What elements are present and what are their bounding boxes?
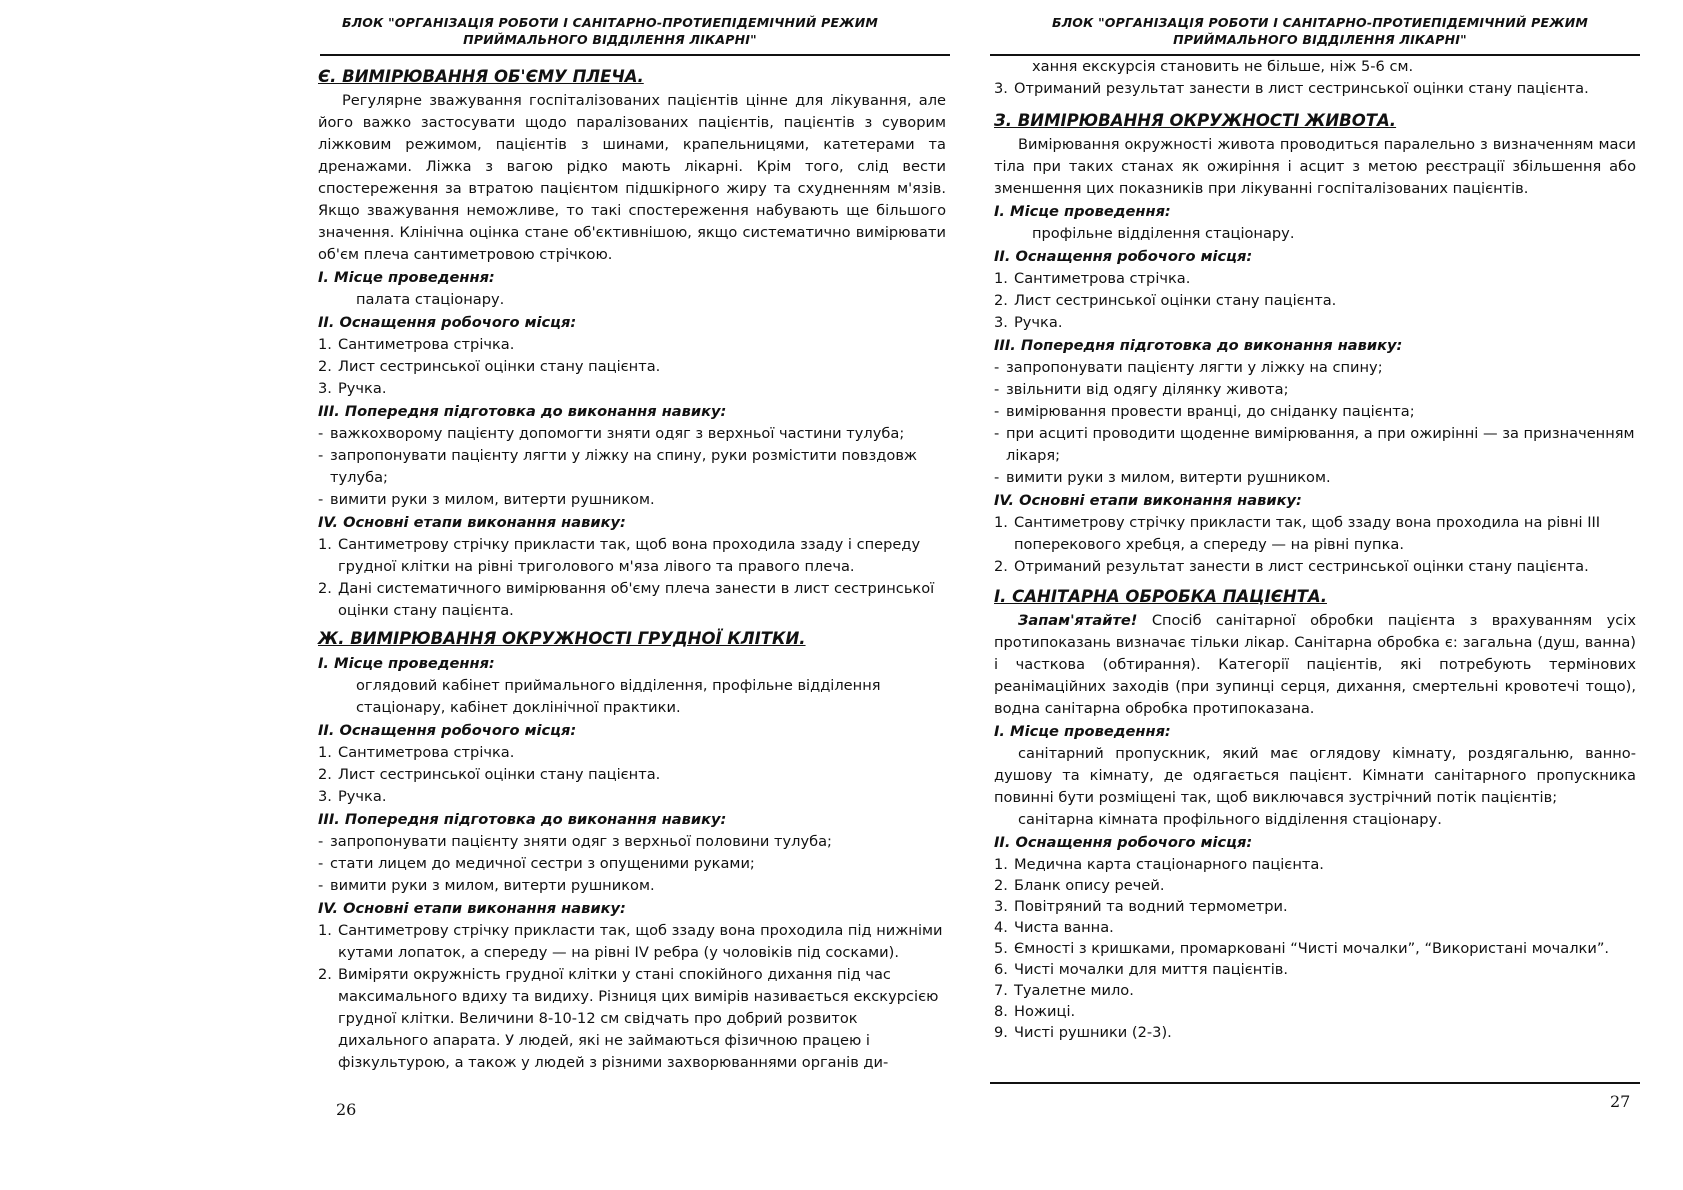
list-item: 2. Дані систематичного вимірювання об'єму плеча занести в лист сестринської оцінки стану пацієнта. [318, 580, 935, 619]
place-text: санітарний пропускник, який має оглядову кімнату, роздягальню, ванно-душову та кімнату, де одягається пацієнт. Кімнати санітарного пропускника повинні бути розміщені так, щоб виключався зустрічний потік пацієнтів; [994, 745, 1636, 806]
list-item: 8. Ножиці. [994, 1003, 1076, 1020]
place-text: оглядовий кабінет приймального відділення, профільне відділення стаціонару, кабінет доклінічної практики. [356, 677, 881, 716]
equipment-list [994, 268, 1636, 334]
section-title: Є. ВИМІРЮВАННЯ ОБ'ЄМУ ПЛЕЧА. [318, 67, 644, 86]
subsection-title: ІІІ. Попередня підготовка до виконання навику: [994, 337, 1403, 354]
list-item: - вимити руки з милом, витерти рушником. [318, 489, 946, 511]
equipment-list [994, 854, 1636, 1043]
list-item: - важкохворому пацієнту допомогти зняти одяг з верхньої частини тулуба; [318, 423, 946, 445]
list-item: 1. Сантиметрова стрічка. [318, 336, 515, 353]
list-item: 2. Лист сестринської оцінки стану пацієнта. [318, 766, 661, 783]
right-page [990, 0, 1670, 1190]
prep-list [318, 831, 946, 897]
list-item: 3. Ручка. [318, 380, 387, 397]
list-item: 1. Сантиметрову стрічку прикласти так, щоб ззаду вона проходила під нижніми кутами лопаток, а спереду — на рівні IV ребра (у чоловіків під сосками). [318, 922, 943, 961]
subsection-title: І. Місце проведення: [318, 269, 495, 286]
subsection-title: ІІ. Оснащення робочого місця: [318, 722, 577, 739]
remember-paragraph [994, 610, 1636, 720]
list-item: 1. Сантиметрова стрічка. [994, 270, 1191, 287]
list-item: 3. Отриманий результат занести в лист сестринської оцінки стану пацієнта. [994, 80, 1589, 97]
subsection-title: ІІІ. Попередня підготовка до виконання навику: [318, 811, 727, 828]
list-item: - при асциті проводити щоденне вимірювання, а при ожирінні — за призначенням лікаря; [994, 423, 1636, 467]
header-line-1: БЛОК "ОРГАНІЗАЦІЯ РОБОТИ І САНІТАРНО-ПРОТИЕПІДЕМІЧНИЙ РЕЖИМ [1051, 15, 1588, 30]
list-item: 1. Сантиметрову стрічку прикласти так, щоб вона проходила ззаду і спереду грудної клітки на рівні триголового м'яза лівого та правого плеча. [318, 536, 921, 575]
list-item: 7. Туалетне мило. [994, 982, 1134, 999]
list-item: - запропонувати пацієнту лягти у ліжку на спину; [994, 357, 1636, 379]
subsection-title: І. Місце проведення: [318, 655, 495, 672]
list-item: 2. Виміряти окружність грудної клітки у стані спокійного дихання під час максимального вдиху та видиху. Різниця цих вимірів називається екскурсією грудної клітки. Величини 8-10-12 см свідчать про добрий розвиток дихального апарата. У людей, які не займаються фізичною працею і фізкультурою, а також у людей з різними захворюваннями органів ди- [318, 966, 939, 1071]
list-item: 4. Чиста ванна. [994, 919, 1114, 936]
section-title: І. САНІТАРНА ОБРОБКА ПАЦІЄНТА. [994, 587, 1327, 606]
subsection-title: І. Місце проведення: [994, 723, 1171, 740]
place-text: санітарна кімната профільного відділення стаціонару. [1018, 811, 1442, 828]
subsection-title: І. Місце проведення: [994, 203, 1171, 220]
list-item: 9. Чисті рушники (2-3). [994, 1024, 1172, 1041]
steps-list [318, 920, 946, 1074]
list-item: - стати лицем до медичної сестри з опущеними руками; [318, 853, 946, 875]
list-item: 2. Лист сестринської оцінки стану пацієнта. [318, 358, 661, 375]
remember-text: Спосіб санітарної обробки пацієнта з врахуванням усіх протипоказань визначає тільки лікар. Санітарна обробка є: загальна (душ, ванна) і часткова (обтирання). Категорії пацієнтів, які потребують термінових реанімаційних заходів (при зупинці серця, дихання, смертельні кровотечі тощо), водна санітарна обробка протипоказана. [994, 612, 1636, 717]
place-text: профільне відділення стаціонару. [1032, 225, 1295, 242]
header-line-2: ПРИЙМАЛЬНОГО ВІДДІЛЕННЯ ЛІКАРНІ" [463, 32, 757, 47]
page-number: 26 [336, 1100, 357, 1119]
list-item: 2. Бланк опису речей. [994, 877, 1165, 894]
subsection-title: IV. Основні етапи виконання навику: [318, 514, 626, 531]
page-number: 27 [1610, 1092, 1631, 1111]
subsection-title: ІІІ. Попередня підготовка до виконання навику: [318, 403, 727, 420]
place-text: палата стаціонару. [356, 291, 505, 308]
list-item: 3. Ручка. [994, 314, 1063, 331]
list-item: - вимити руки з милом, витерти рушником. [994, 467, 1636, 489]
subsection-title: ІІ. Оснащення робочого місця: [994, 248, 1253, 265]
list-item: - запропонувати пацієнту лягти у ліжку на спину, руки розмістити повздовж тулуба; [318, 445, 946, 489]
remember-label: Запам'ятайте! [1018, 612, 1138, 629]
footer-rule [990, 1082, 1640, 1084]
list-item: 2. Лист сестринської оцінки стану пацієнта. [994, 292, 1337, 309]
list-item: 6. Чисті мочалки для миття пацієнтів. [994, 961, 1289, 978]
left-content [318, 64, 946, 1074]
steps-list [318, 534, 946, 622]
page-header [1020, 14, 1620, 48]
header-line-2: ПРИЙМАЛЬНОГО ВІДДІЛЕННЯ ЛІКАРНІ" [1173, 32, 1467, 47]
header-rule [320, 54, 950, 56]
list-item: 1. Сантиметрова стрічка. [318, 744, 515, 761]
subsection-title: IV. Основні етапи виконання навику: [994, 492, 1302, 509]
continued-line: хання екскурсія становить не більше, ніж 5-6 см. [1032, 58, 1414, 75]
equipment-list [318, 334, 946, 400]
section-title: З. ВИМІРЮВАННЯ ОКРУЖНОСТІ ЖИВОТА. [994, 111, 1397, 130]
list-item: 3. Повітряний та водний термометри. [994, 898, 1288, 915]
list-item: - запропонувати пацієнту зняти одяг з верхньої половини тулуба; [318, 831, 946, 853]
subsection-title: IV. Основні етапи виконання навику: [318, 900, 626, 917]
prep-list [994, 357, 1636, 489]
right-content [994, 56, 1636, 1043]
list-item: - вимірювання провести вранці, до сніданку пацієнта; [994, 401, 1636, 423]
steps-list-continued [994, 78, 1636, 100]
prep-list [318, 423, 946, 511]
list-item: - вимити руки з милом, витерти рушником. [318, 875, 946, 897]
list-item: - звільнити від одягу ділянку живота; [994, 379, 1636, 401]
subsection-title: ІІ. Оснащення робочого місця: [994, 834, 1253, 851]
section-title: Ж. ВИМІРЮВАННЯ ОКРУЖНОСТІ ГРУДНОЇ КЛІТКИ. [318, 629, 806, 648]
page-header [330, 14, 890, 48]
list-item: 1. Медична карта стаціонарного пацієнта. [994, 856, 1324, 873]
list-item: 5. Ємності з кришками, промарковані “Чисті мочалки”, “Використані мочалки”. [994, 940, 1610, 957]
intro-paragraph: Регулярне зважування госпіталізованих пацієнтів цінне для лікування, але його важко застосувати щодо паралізованих пацієнтів, пацієнтів з суворим ліжковим режимом, пацієнтів з шинами, крапельницями, катетерами та дренажами. Ліжка з вагою рідко мають лікарні. Крім того, слід вести спостереження за втратою пацієнтом підшкірного жиру та схудненням м'язів. Якщо зважування неможливе, то такі спостереження набувають ще більшого значення. Клінічна оцінка стане об'єктивнішою, якщо систематично вимірювати об'єм плеча сантиметровою стрічкою. [318, 92, 946, 263]
list-item: 2. Отриманий результат занести в лист сестринської оцінки стану пацієнта. [994, 558, 1589, 575]
intro-paragraph: Вимірювання окружності живота проводиться паралельно з визначенням маси тіла при таких станах як ожиріння і асцит з метою реєстрації збільшення або зменшення цих показників при лікуванні госпіталізованих пацієнтів. [994, 136, 1636, 197]
steps-list [994, 512, 1636, 578]
subsection-title: ІІ. Оснащення робочого місця: [318, 314, 577, 331]
equipment-list [318, 742, 946, 808]
header-line-1: БЛОК "ОРГАНІЗАЦІЯ РОБОТИ І САНІТАРНО-ПРОТИЕПІДЕМІЧНИЙ РЕЖИМ [341, 15, 878, 30]
list-item: 3. Ручка. [318, 788, 387, 805]
list-item: 1. Сантиметрову стрічку прикласти так, щоб ззаду вона проходила на рівні ІІІ поперекового хребця, а спереду — на рівні пупка. [994, 514, 1601, 553]
